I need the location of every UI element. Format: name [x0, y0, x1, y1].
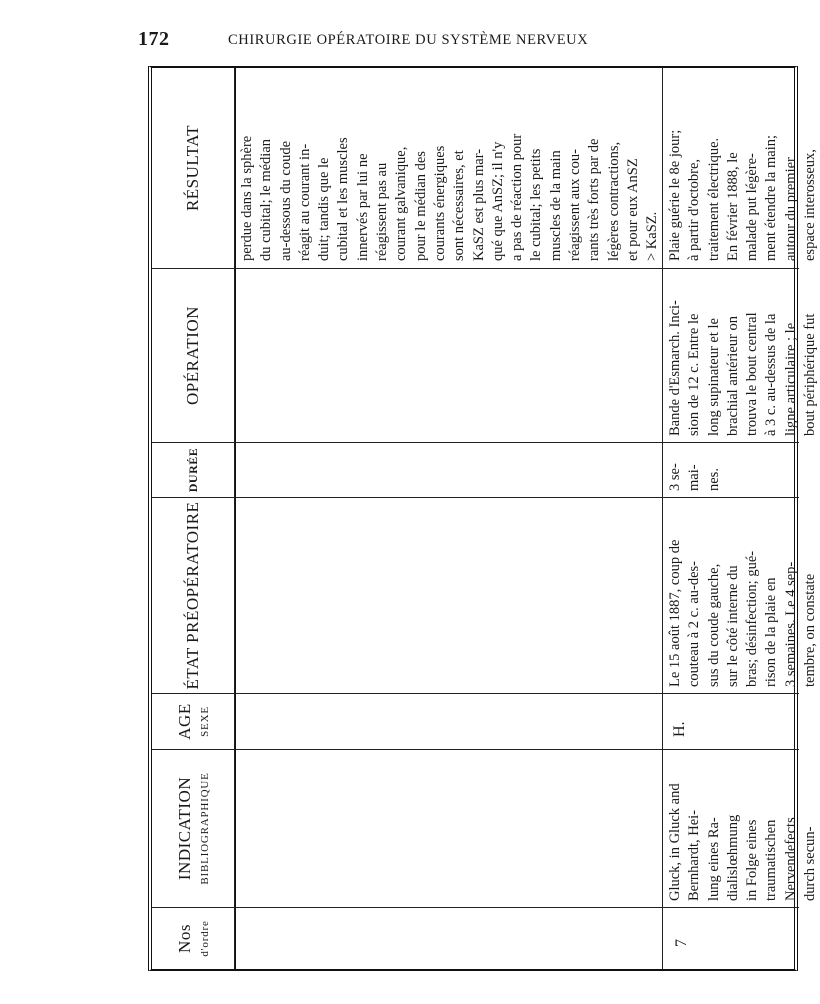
- continued-resultat-line: réagissent pas au: [374, 162, 391, 261]
- header-operation: [152, 268, 234, 442]
- header-operation-label: OPÉRATION: [183, 306, 202, 405]
- resultat-line: malade put légère-: [744, 153, 761, 261]
- continued-resultat-line: et pour eux AnSZ: [624, 158, 641, 261]
- header-indication-label: INDICATION: [175, 776, 194, 881]
- etat-line: Le 15 août 1887, coup de: [667, 539, 683, 687]
- table-frame: [148, 66, 819, 971]
- resultat-line: autour du premier: [782, 157, 799, 261]
- table-body: [234, 68, 819, 969]
- continued-resultat-line: qué que AnSZ; il n'y: [489, 141, 506, 261]
- continued-resultat-line: perdue dans la sphère: [239, 135, 255, 261]
- operation-line: Bande d'Esmarch. Inci-: [667, 300, 683, 436]
- duree-line: nes.: [705, 468, 722, 491]
- indication-line: Gluck, in Gluck and: [667, 783, 683, 901]
- resultat-line: Plaie guérie le 8e jour;: [667, 129, 683, 261]
- continued-resultat-line: cubital et les muscles: [335, 137, 352, 261]
- indication-line: Bernhardt, Hei-: [686, 810, 703, 901]
- row-7-separator: [662, 68, 663, 969]
- operation-line: long supinateur et le: [705, 318, 722, 436]
- etat-line: sur le côté interne du: [724, 565, 741, 687]
- header-duree: [152, 442, 234, 497]
- duree-line: 3 se-: [667, 463, 683, 491]
- header-resultat-label: RÉSULTAT: [183, 124, 202, 212]
- continued-resultat-line: muscles de la main: [547, 150, 564, 261]
- continued-resultat-line: rants très forts par de: [586, 138, 603, 261]
- header-no: [152, 907, 234, 969]
- running-title: CHIRURGIE OPÉRATOIRE DU SYSTÈME NERVEUX: [228, 32, 589, 48]
- row-separator-top: [234, 68, 235, 969]
- operation-line: sion de 12 c. Entre le: [686, 313, 703, 436]
- header-age-sub: SEXE: [199, 706, 211, 737]
- continued-resultat-line: légères contractions,: [605, 141, 622, 261]
- continued-resultat-line: au-dessous du coude: [277, 140, 294, 261]
- continued-resultat-line: KaSZ est plus mar-: [470, 148, 487, 261]
- rotated-table: [148, 66, 819, 971]
- header-age-label: AGE: [175, 703, 194, 740]
- etat-line: rison de la plaie en: [763, 577, 780, 687]
- resultat-line: En février 1888, le: [724, 152, 741, 261]
- operation-line: bout périphérique fut: [802, 313, 819, 436]
- header-no-sub: d'ordre: [199, 920, 211, 957]
- header-indication: [152, 749, 234, 907]
- indication-line: lung eines Ra-: [705, 817, 722, 901]
- page-number: 172: [138, 28, 170, 50]
- row-7-etat: [666, 501, 820, 687]
- indication-line: in Folge eines: [744, 819, 761, 901]
- continued-resultat-line: du cubital; le médian: [258, 138, 275, 261]
- table-header-row: [152, 68, 236, 969]
- row-7-age: H.: [671, 721, 688, 737]
- row-7-indication: [666, 753, 820, 901]
- etat-line: 3 semaines. Le 4 sep-: [782, 561, 799, 687]
- row-7-resultat: [666, 75, 820, 261]
- etat-line: couteau à 2 c. au-des-: [686, 560, 703, 687]
- continued-resultat-line: pour le médian des: [412, 151, 429, 261]
- header-indication-sub: BIBLIOGRAPHIQUE: [199, 772, 211, 885]
- col-no: [234, 907, 799, 969]
- continued-resultat-line: courants énergiques: [431, 145, 448, 261]
- indication-line: durch secun-: [802, 826, 819, 901]
- indication-line: dialislœhmung: [724, 814, 741, 901]
- header-resultat: [152, 68, 234, 268]
- header-etat: [152, 497, 234, 693]
- operation-line: ligne articulaire ; le: [782, 322, 799, 436]
- etat-line: sus du coude gauche,: [705, 563, 722, 687]
- continued-resultat-line: sont nécessaires, et: [451, 150, 468, 261]
- continued-resultat-line: > KaSZ.: [644, 211, 661, 261]
- continued-resultat-line: duit; tandis que le: [316, 157, 333, 261]
- operation-line: à 3 c. au-dessus de la: [763, 313, 780, 436]
- resultat-line: espace interosseux,: [802, 149, 819, 261]
- etat-line: tembre, on constate: [802, 573, 819, 687]
- continued-resultat-line: réagit au courant in-: [296, 143, 313, 261]
- resultat-line: traitement électrique.: [705, 137, 722, 261]
- indication-line: Nervendefects: [782, 817, 799, 901]
- continued-resultat-line: le cubital; les petits: [528, 148, 545, 261]
- continued-resultat-line: courant galvanique,: [393, 146, 410, 261]
- header-etat-label: ÉTAT PRÉOPÉRATOIRE: [183, 501, 202, 690]
- operation-line: trouva le bout central: [744, 312, 761, 436]
- row-7-operation: [666, 271, 820, 436]
- indication-line: traumatischen: [763, 819, 780, 901]
- col-age: [234, 693, 799, 749]
- resultat-line: ment étendre la main;: [763, 134, 780, 261]
- header-no-label: Nos: [175, 924, 194, 953]
- row-7-no: 7: [673, 939, 690, 947]
- header-duree-label: DURÉE: [185, 447, 200, 493]
- page-header: [0, 22, 800, 58]
- operation-line: brachial antérieur on: [724, 316, 741, 436]
- header-age: [152, 693, 234, 749]
- continued-resultat-line: a pas de réaction pour: [509, 133, 526, 261]
- continued-resultat-line: innervés par lui ne: [354, 153, 371, 261]
- continued-resultat: [238, 75, 663, 261]
- continued-resultat-line: réagissent aux cou-: [567, 149, 584, 261]
- row-7-duree: [666, 445, 724, 491]
- etat-line: bras; désinfection; gué-: [744, 550, 761, 687]
- duree-line: mai-: [686, 464, 703, 491]
- resultat-line: à partir d'octobre,: [686, 158, 703, 261]
